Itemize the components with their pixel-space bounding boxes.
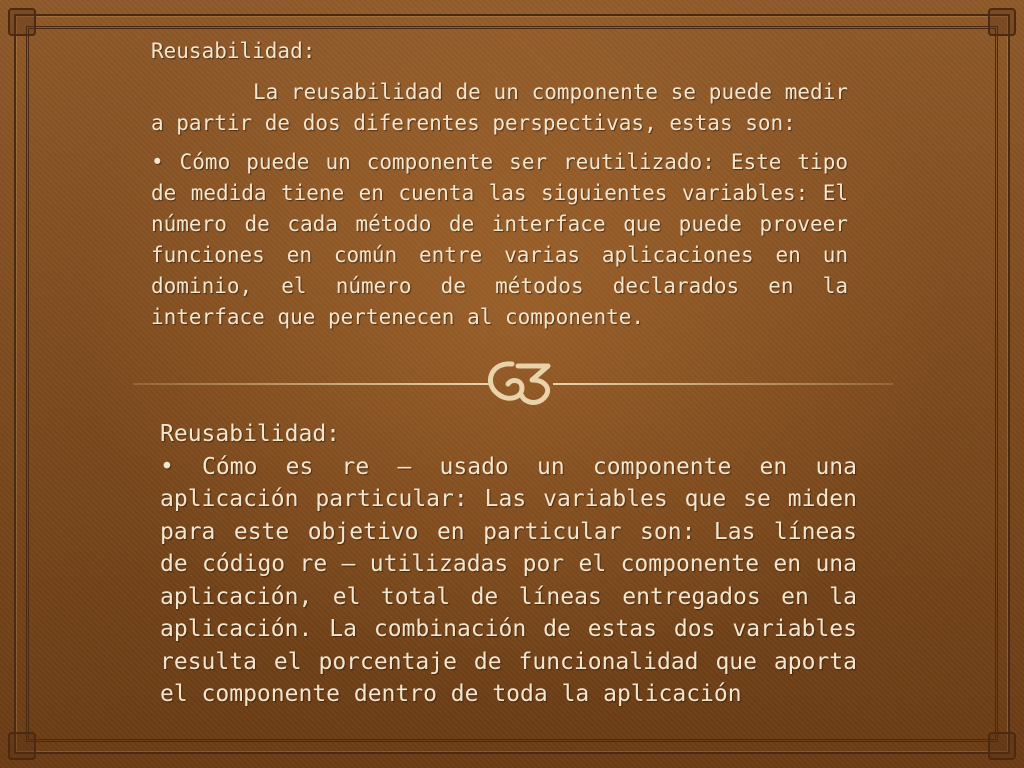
divider-line-left <box>133 383 489 385</box>
divider-line-right <box>553 383 893 385</box>
bottom-text-block <box>160 418 857 711</box>
corner-ornament <box>988 8 1016 36</box>
top-section-bullet: • Cómo puede un componente ser reutilizado: Este tipo de medida tiene en cuenta las siguientes variables: El número de cada método de interface que puede proveer funciones en común entre varias aplicaciones en un dominio, el número de métodos declarados en la interface que pertenecen al componente. <box>151 150 848 329</box>
corner-ornament <box>8 732 36 760</box>
bottom-section-title: Reusabilidad: <box>160 421 341 447</box>
top-text-block <box>151 36 848 333</box>
top-section-intro: La reusabilidad de un componente se puede medir a partir de dos diferentes perspectivas, estas son: <box>151 80 848 135</box>
scroll-ornament-icon <box>482 354 558 410</box>
corner-ornament <box>988 732 1016 760</box>
top-section-title: Reusabilidad: <box>151 39 316 63</box>
corner-ornament <box>8 8 36 36</box>
bottom-section-bullet: • Cómo es re – usado un componente en una aplicación particular: Las variables que se miden para este objetivo en particular son: Las líneas de código re – utilizadas por el componente en una aplicación, el total de líneas entregados en la aplicación. La combinación de estas dos variables resulta el porcentaje de funcionalidad que aporta el componente dentro de toda la aplicación <box>160 453 857 707</box>
